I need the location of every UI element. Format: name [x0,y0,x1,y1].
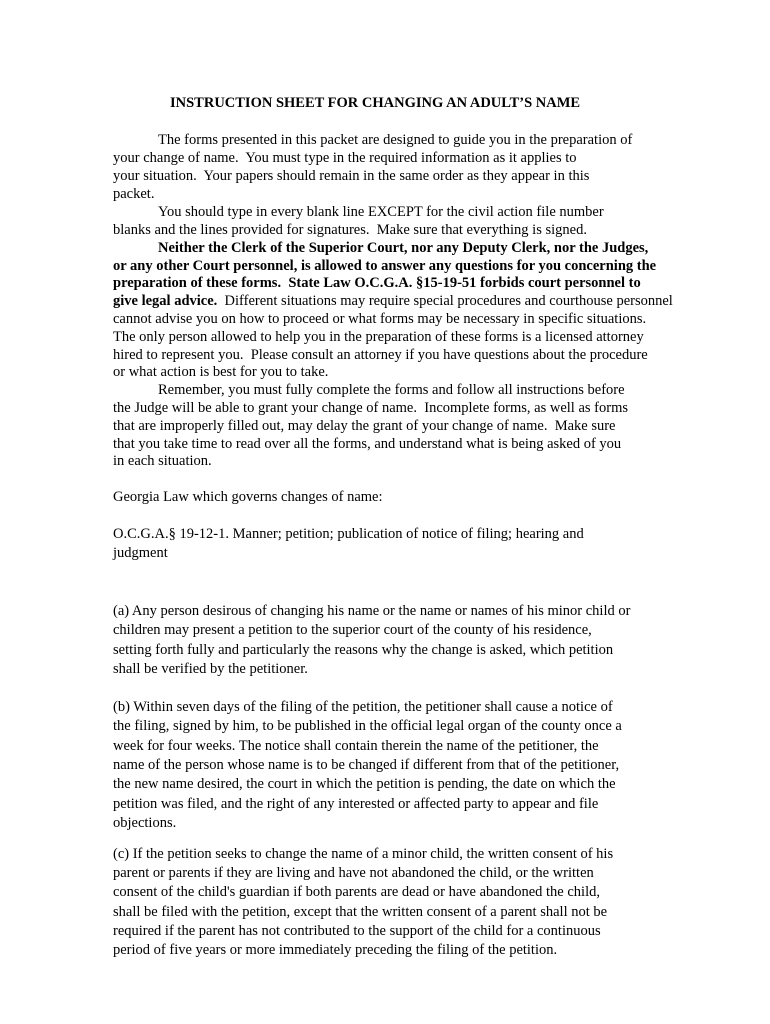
paragraph-b-line: (b) Within seven days of the filing of the petition, the petitioner shall cause a notice of [113,699,613,715]
paragraph-a-line: setting forth fully and particularly the reasons why the change is asked, which petition [113,642,614,658]
warning-line: The only person allowed to help you in the preparation of these forms is a licensed attorney [113,329,644,345]
warning-line [113,274,641,292]
intro-line: The forms presented in this packet are designed to guide you in the preparation of [158,132,633,148]
paragraph-b-line: week for four weeks. The notice shall contain therein the name of the petitioner, the [113,738,599,754]
law-heading: Georgia Law which governs changes of name: [113,489,383,505]
intro-line: blanks and the lines provided for signatures. Make sure that everything is signed. [113,222,587,238]
paragraph-a-line: (a) Any person desirous of changing his name or the name or names of his minor child or [113,603,631,619]
paragraph-b-line: name of the person whose name is to be changed if different from that of the petitioner, [113,757,620,773]
warning-line: cannot advise you on how to proceed or what forms may be necessary in specific situations. [113,311,647,327]
statute-heading: judgment [113,545,168,561]
warning-line: hired to represent you. Please consult an attorney if you have questions about the procedure [113,347,648,363]
remember-line: that are improperly filled out, may delay the grant of your change of name. Make sure [113,418,616,434]
remember-line: the Judge will be able to grant your change of name. Incomplete forms, as well as forms [113,400,628,416]
intro-line: packet. [113,186,155,202]
paragraph-b-line: objections. [113,815,177,831]
remember-line: in each situation. [113,453,212,469]
warning-line [113,257,656,275]
warning-bold-text: preparation of these forms. State Law O.C.G.A. §15-19-51 forbids court personnel to [113,275,641,291]
statute-heading: O.C.G.A.§ 19-12-1. Manner; petition; publication of notice of filing; hearing and [113,526,584,542]
paragraph-c-line: shall be filed with the petition, except that the written consent of a parent shall not be [113,904,608,920]
page-title: INSTRUCTION SHEET FOR CHANGING AN ADULT’S NAME [170,95,581,111]
paragraph-c-line: period of five years or more immediately preceding the filing of the petition. [113,942,558,958]
paragraph-b-line: the filing, signed by him, to be published in the official legal organ of the county once a [113,718,622,734]
warning-bold-text: or any other Court personnel, is allowed to answer any questions for you concerning the [113,258,657,274]
paragraph-b-line: petition was filed, and the right of any interested or affected party to appear and file [113,796,599,812]
warning-line [158,239,648,257]
intro-line: your situation. Your papers should remain in the same order as they appear in this [113,168,590,184]
warning-line [113,292,673,310]
remember-line: that you take time to read over all the forms, and understand what is being asked of you [113,436,622,452]
paragraph-a-line: children may present a petition to the superior court of the county of his residence, [113,622,592,638]
warning-line: or what action is best for you to take. [113,364,329,380]
remember-line: Remember, you must fully complete the forms and follow all instructions before [158,382,625,398]
warning-regular-text: Different situations may require special procedures and courthouse personnel [217,293,673,309]
paragraph-c-line: (c) If the petition seeks to change the name of a minor child, the written consent of his [113,846,614,862]
warning-bold-text: Neither the Clerk of the Superior Court, nor any Deputy Clerk, nor the Judges, [158,240,649,256]
paragraph-c-line: parent or parents if they are living and have not abandoned the child, or the written [113,865,594,881]
warning-bold-text: give legal advice. [113,293,218,309]
paragraph-b-line: the new name desired, the court in which the petition is pending, the date on which the [113,776,616,792]
paragraph-c-line: required if the parent has not contributed to the support of the child for a continuous [113,923,601,939]
intro-line: your change of name. You must type in the required information as it applies to [113,150,577,166]
intro-line: You should type in every blank line EXCEPT for the civil action file number [158,204,604,220]
paragraph-c-line: consent of the child's guardian if both parents are dead or have abandoned the child, [113,884,600,900]
paragraph-a-line: shall be verified by the petitioner. [113,661,308,677]
